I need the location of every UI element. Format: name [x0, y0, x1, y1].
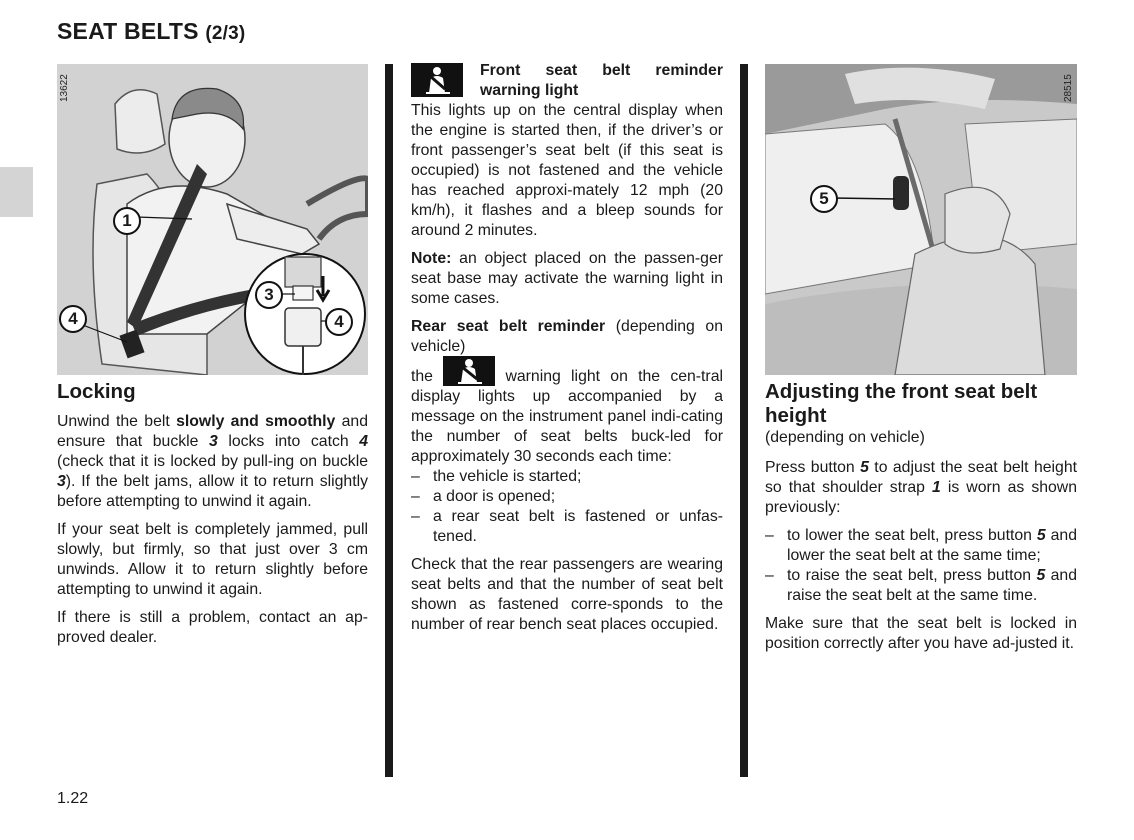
locking-paragraph-1	[57, 412, 368, 512]
list-item	[765, 566, 1077, 606]
column-divider-right	[740, 64, 748, 777]
figure-code-left: 13622	[59, 74, 70, 102]
column-divider-left	[385, 64, 393, 777]
rear-reminder-text	[411, 367, 723, 467]
text-run: and lower the seat belt at the same time;	[787, 527, 1078, 564]
note-text: an object placed on the passen-ger seat base may activate the warning light in some cases.	[411, 250, 723, 307]
car-interior-drawing	[765, 64, 1077, 375]
page-number: 1.22	[57, 790, 89, 807]
ref-strap: 1	[931, 479, 941, 496]
seatbelt-warning-icon-inline	[443, 356, 495, 386]
text-run: to adjust the seat belt height so that shoulder strap	[765, 459, 1077, 496]
text-run: ). If the belt jams, allow it to return slightly before attempting to unwind it again.	[57, 473, 368, 510]
note-label: Note:	[411, 250, 452, 267]
right-column	[765, 380, 1077, 662]
seatbelt-warning-icon	[411, 63, 463, 97]
callout-5: 5	[810, 185, 838, 213]
adjust-height-check: Make sure that the seat belt is locked in position correctly after you have ad-justed it.	[765, 615, 1077, 652]
ref-button: 5	[1036, 527, 1046, 544]
locking-paragraph-2: If your seat belt is completely jammed, pull slowly, but firmly, so that just over 3 cm unwinds. Allow it to return slightly before attempting to unwind it again.	[57, 521, 368, 598]
adjust-height-heading: Adjusting the front seat belt height	[765, 380, 1038, 427]
text-run: and raise the seat belt at the same time.	[787, 567, 1077, 604]
list-item: – a rear seat belt is fastened or unfas-tened.	[411, 507, 723, 547]
rear-reminder-heading	[411, 317, 723, 357]
text-run: (check that it is locked by pull-ing on buckle	[57, 453, 368, 470]
text-run: Press button	[765, 459, 861, 476]
emphasis-slowly: slowly and smoothly	[176, 413, 336, 430]
ref-catch: 4	[359, 433, 368, 450]
text-run: and ensure that buckle	[57, 413, 368, 450]
middle-column	[411, 61, 723, 643]
ref-buckle: 3	[57, 473, 66, 490]
front-reminder-heading: Front seat belt reminder warning light	[480, 62, 723, 99]
ref-buckle: 3	[208, 433, 218, 450]
figure-code-right: 28515	[1063, 74, 1074, 102]
note-paragraph	[411, 249, 723, 309]
check-rear-passengers-text: Check that the rear passengers are wearing seat belts and that the number of seat belt shown as fastened corre-sponds to the number of rear bench seat places occupied.	[411, 556, 723, 633]
ref-button: 5	[860, 459, 869, 476]
adjust-height-list	[765, 526, 1077, 606]
text-run: warning light on the cen-tral display lights up accompanied by a message on the instrument panel indi-cating the number of seat belts buck-led for approximately 30 seconds each time:	[411, 368, 723, 465]
seatbelt-height-photo	[765, 64, 1077, 375]
text-run: to raise the seat belt, press button	[787, 567, 1037, 584]
callout-4-main: 4	[59, 305, 87, 333]
rear-reminder-suffix: (depending on vehicle)	[411, 318, 723, 355]
text-run: the	[411, 368, 444, 385]
text-run: locks into catch	[217, 433, 360, 450]
page-title-part: (2/3)	[205, 23, 246, 44]
seatbelt-locking-illustration	[57, 64, 368, 375]
locking-paragraph-3: If there is still a problem, contact an ap-proved dealer.	[57, 609, 368, 646]
callout-4-inset: 4	[325, 308, 353, 336]
callout-1: 1	[113, 207, 141, 235]
rear-reminder-title: Rear seat belt reminder	[411, 318, 606, 335]
front-reminder-header	[411, 61, 723, 99]
list-item	[765, 526, 1077, 566]
seatbelt-locking-drawing	[57, 64, 368, 375]
callout-3: 3	[255, 281, 283, 309]
adjust-height-subheading: (depending on vehicle)	[765, 429, 925, 446]
list-item: – a door is opened;	[411, 487, 723, 507]
locking-heading: Locking	[57, 380, 136, 403]
page-title	[57, 18, 245, 45]
adjust-height-paragraph	[765, 458, 1077, 518]
front-reminder-text: This lights up on the central display when the engine is started then, if the driver’s or front passenger’s seat belt (if this seat is occupied) is not fastened and the vehicle has reached approxi-mately 12 mph (20 km/h), it flashes and a bleep sounds for around 2 minutes.	[411, 102, 723, 239]
text-run: is worn as shown previously:	[765, 479, 1077, 516]
list-item: – the vehicle is started;	[411, 467, 723, 487]
rear-reminder-list	[411, 467, 723, 547]
chapter-tab	[0, 167, 33, 217]
text-run: Unwind the belt	[57, 413, 177, 430]
ref-button: 5	[1036, 567, 1046, 584]
text-run: to lower the seat belt, press button	[787, 527, 1037, 544]
left-column	[57, 380, 368, 656]
page-title-text: SEAT BELTS	[57, 18, 199, 44]
